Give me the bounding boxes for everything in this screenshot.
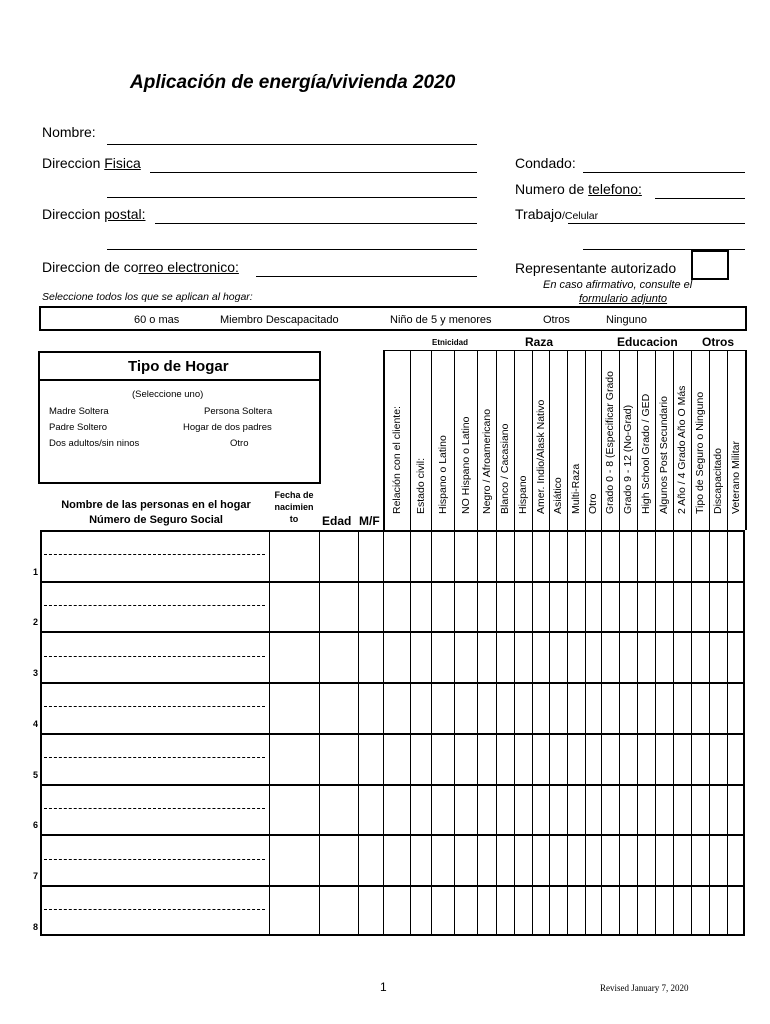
direccion-fisica-field-2[interactable] bbox=[107, 197, 477, 198]
trabajo-field[interactable] bbox=[568, 223, 745, 224]
grid-cell[interactable] bbox=[320, 887, 357, 934]
vertical-column-label: Grado 9 - 12 (No-Grad) bbox=[622, 404, 634, 514]
grid-cell[interactable] bbox=[359, 786, 382, 833]
grid-cell[interactable] bbox=[586, 583, 600, 630]
grid-cell[interactable] bbox=[478, 735, 495, 782]
grid-cell[interactable] bbox=[320, 735, 357, 782]
grid-cell[interactable] bbox=[432, 633, 453, 680]
hogar-persona-soltera[interactable]: Persona Soltera bbox=[204, 406, 273, 417]
vertical-column-header bbox=[709, 350, 727, 528]
vertical-column-header bbox=[454, 350, 477, 528]
grid-cell[interactable] bbox=[586, 887, 600, 934]
grid-cell[interactable] bbox=[533, 684, 548, 731]
grid-cell[interactable] bbox=[411, 887, 430, 934]
vertical-column-header bbox=[496, 350, 514, 528]
grid-cell[interactable] bbox=[411, 633, 430, 680]
grid-cell[interactable] bbox=[432, 887, 453, 934]
grid-cell[interactable] bbox=[359, 532, 382, 579]
person-name-field[interactable] bbox=[42, 633, 267, 655]
grid-cell[interactable] bbox=[533, 836, 548, 883]
row-number: 2 bbox=[33, 617, 39, 628]
mf-column-header: M/F bbox=[359, 514, 380, 528]
grid-cell[interactable] bbox=[550, 633, 566, 680]
grid-cell[interactable] bbox=[359, 684, 382, 731]
raza-header: Raza bbox=[525, 335, 554, 349]
ssn-separator bbox=[44, 808, 265, 809]
vertical-column-header bbox=[477, 350, 496, 528]
row-number: 4 bbox=[33, 718, 39, 729]
vertical-column-label: Relación con el cliente: bbox=[390, 406, 403, 514]
grid-cell[interactable] bbox=[674, 836, 690, 883]
direccion-postal-field[interactable] bbox=[155, 223, 477, 224]
grid-cell[interactable] bbox=[728, 786, 744, 833]
grid-cell[interactable] bbox=[656, 735, 672, 782]
option-ninguno[interactable]: Ninguno bbox=[606, 314, 647, 326]
grid-cell[interactable] bbox=[550, 532, 566, 579]
otros-header: Otros bbox=[702, 335, 735, 349]
grid-cell[interactable] bbox=[515, 735, 531, 782]
grid-cell[interactable] bbox=[620, 887, 636, 934]
grid-cell[interactable] bbox=[497, 887, 513, 934]
ssn-separator bbox=[44, 706, 265, 707]
option-nino-5[interactable]: Niño de 5 y menores bbox=[390, 314, 492, 326]
page-title: Aplicación de energía/vivienda 2020 bbox=[130, 72, 456, 93]
grid-cell[interactable] bbox=[620, 583, 636, 630]
grid-cell[interactable] bbox=[515, 786, 531, 833]
grid-cell[interactable] bbox=[550, 836, 566, 883]
direccion-postal-label: Direccion postal: bbox=[42, 206, 146, 222]
vertical-column-label: Multi-Raza bbox=[570, 463, 582, 514]
vertical-column-label: Tipo de Seguro o Ninguno bbox=[694, 391, 706, 514]
grid-cell[interactable] bbox=[359, 887, 382, 934]
vertical-column-header bbox=[549, 350, 567, 528]
grid-cell[interactable] bbox=[533, 583, 548, 630]
grid-cell[interactable] bbox=[455, 887, 476, 934]
condado-field[interactable] bbox=[583, 172, 745, 173]
grid-cell[interactable] bbox=[497, 583, 513, 630]
representante-label: Representante autorizado bbox=[515, 260, 677, 276]
grid-cell[interactable] bbox=[533, 786, 548, 833]
person-ssn-field[interactable] bbox=[42, 658, 267, 680]
grid-cell[interactable] bbox=[320, 684, 357, 731]
grid-cell[interactable] bbox=[411, 684, 430, 731]
grid-cell[interactable] bbox=[692, 836, 708, 883]
grid-cell[interactable] bbox=[270, 786, 318, 833]
telefono-label: Numero de telefono: bbox=[515, 181, 642, 197]
grid-cell[interactable] bbox=[384, 836, 409, 883]
grid-cell[interactable] bbox=[270, 583, 318, 630]
grid-cell[interactable] bbox=[320, 532, 357, 579]
ssn-separator bbox=[44, 605, 265, 606]
grid-cell[interactable] bbox=[692, 684, 708, 731]
grid-cell[interactable] bbox=[533, 633, 548, 680]
grid-cell[interactable] bbox=[515, 583, 531, 630]
person-name-field[interactable] bbox=[42, 786, 267, 808]
person-ssn-field[interactable] bbox=[42, 911, 267, 933]
grid-cell[interactable] bbox=[384, 684, 409, 731]
grid-cell[interactable] bbox=[411, 583, 430, 630]
nombre-field[interactable] bbox=[107, 144, 477, 145]
vertical-column-header bbox=[655, 350, 673, 528]
vertical-column-header bbox=[637, 350, 655, 528]
nombre-column-header bbox=[43, 498, 269, 528]
grid-cell[interactable] bbox=[620, 633, 636, 680]
vertical-column-label: Veterano Militar bbox=[730, 441, 742, 514]
grid-cell[interactable] bbox=[478, 836, 495, 883]
grid-cell[interactable] bbox=[432, 583, 453, 630]
edad-column-header: Edad bbox=[322, 514, 352, 528]
grid-cell[interactable] bbox=[728, 633, 744, 680]
grid-cell[interactable] bbox=[432, 684, 453, 731]
grid-cell[interactable] bbox=[270, 887, 318, 934]
tipo-hogar-subtitle: (Seleccione uno) bbox=[132, 389, 204, 400]
grid-cell[interactable] bbox=[728, 836, 744, 883]
hogar-otro[interactable]: Otro bbox=[230, 438, 249, 449]
grid-cell[interactable] bbox=[710, 836, 726, 883]
grid-cell[interactable] bbox=[568, 583, 584, 630]
grid-cell[interactable] bbox=[359, 583, 382, 630]
person-ssn-field[interactable] bbox=[42, 708, 267, 730]
grid-cell[interactable] bbox=[586, 532, 600, 579]
grid-cell[interactable] bbox=[656, 633, 672, 680]
grid-cell[interactable] bbox=[638, 887, 654, 934]
grid-cell[interactable] bbox=[638, 735, 654, 782]
vertical-column-header bbox=[673, 350, 691, 528]
grid-cell[interactable] bbox=[692, 532, 708, 579]
grid-cell[interactable] bbox=[602, 633, 618, 680]
nombre-header-line-2: Número de Seguro Social bbox=[89, 514, 223, 526]
vertical-column-label: Algunos Post Secundario bbox=[658, 396, 670, 514]
person-name-field[interactable] bbox=[42, 583, 267, 605]
grid-cell[interactable] bbox=[320, 836, 357, 883]
grid-cell[interactable] bbox=[270, 735, 318, 782]
person-ssn-field[interactable] bbox=[42, 556, 267, 578]
grid-cell[interactable] bbox=[515, 684, 531, 731]
revised-date: Revised January 7, 2020 bbox=[600, 983, 689, 993]
afirmativo-note: En caso afirmativo, consulte el bbox=[543, 279, 693, 291]
grid-cell[interactable] bbox=[478, 532, 495, 579]
grid-cell[interactable] bbox=[359, 633, 382, 680]
vertical-column-label: High School Grado / GED bbox=[640, 393, 652, 514]
fecha-column-header bbox=[268, 489, 320, 525]
grid-cell[interactable] bbox=[384, 633, 409, 680]
vertical-column-label: Hispano o Latino bbox=[436, 435, 449, 514]
row-number: 7 bbox=[33, 870, 39, 881]
grid-cell[interactable] bbox=[550, 735, 566, 782]
grid-cell[interactable] bbox=[710, 583, 726, 630]
option-60-o-mas[interactable]: 60 o mas bbox=[134, 314, 180, 326]
grid-cell[interactable] bbox=[478, 887, 495, 934]
grid-cell[interactable] bbox=[728, 583, 744, 630]
grid-cell[interactable] bbox=[656, 583, 672, 630]
row-number: 1 bbox=[33, 566, 39, 577]
grid-cell[interactable] bbox=[568, 735, 584, 782]
grid-cell[interactable] bbox=[497, 735, 513, 782]
grid-cell[interactable] bbox=[674, 532, 690, 579]
grid-cell[interactable] bbox=[320, 633, 357, 680]
grid-cell[interactable] bbox=[384, 887, 409, 934]
grid-cell[interactable] bbox=[620, 684, 636, 731]
vertical-column-label: Blanco / Cacasiano bbox=[499, 423, 511, 514]
person-ssn-field[interactable] bbox=[42, 861, 267, 883]
grid-cell[interactable] bbox=[515, 532, 531, 579]
grid-cell[interactable] bbox=[710, 633, 726, 680]
grid-cell[interactable] bbox=[568, 786, 584, 833]
grid-cell[interactable] bbox=[638, 836, 654, 883]
grid-cell[interactable] bbox=[586, 735, 600, 782]
grid-cell[interactable] bbox=[656, 684, 672, 731]
grid-cell[interactable] bbox=[478, 684, 495, 731]
person-name-field[interactable] bbox=[42, 735, 267, 757]
grid-cell[interactable] bbox=[620, 836, 636, 883]
grid-cell[interactable] bbox=[533, 532, 548, 579]
ssn-separator bbox=[44, 656, 265, 657]
grid-cell[interactable] bbox=[656, 532, 672, 579]
grid-cell[interactable] bbox=[568, 836, 584, 883]
grid-cell[interactable] bbox=[497, 836, 513, 883]
grid-cell[interactable] bbox=[674, 684, 690, 731]
direccion-fisica-label: Direccion Fisica bbox=[42, 155, 141, 171]
grid-cell[interactable] bbox=[411, 735, 430, 782]
grid-cell[interactable] bbox=[497, 633, 513, 680]
grid-cell[interactable] bbox=[602, 735, 618, 782]
grid-cell[interactable] bbox=[710, 684, 726, 731]
nombre-label: Nombre: bbox=[42, 124, 96, 140]
vertical-column-label: Grado 0 - 8 (Especificar Grado bbox=[604, 371, 616, 514]
grid-cell[interactable] bbox=[602, 887, 618, 934]
vertical-column-header bbox=[601, 350, 619, 528]
grid-cell[interactable] bbox=[515, 633, 531, 680]
grid-cell[interactable] bbox=[638, 786, 654, 833]
nombre-header-line-1: Nombre de las personas en el hogar bbox=[61, 499, 251, 511]
hogar-madre-soltera[interactable]: Madre Soltera bbox=[49, 406, 109, 417]
grid-cell[interactable] bbox=[455, 532, 476, 579]
grid-cell[interactable] bbox=[638, 633, 654, 680]
grid-cell[interactable] bbox=[692, 633, 708, 680]
person-name-field[interactable] bbox=[42, 684, 267, 706]
grid-cell[interactable] bbox=[455, 583, 476, 630]
grid-cell[interactable] bbox=[586, 786, 600, 833]
vertical-column-header bbox=[514, 350, 532, 528]
grid-cell[interactable] bbox=[602, 532, 618, 579]
grid-cell[interactable] bbox=[550, 786, 566, 833]
grid-cell[interactable] bbox=[533, 887, 548, 934]
grid-cell[interactable] bbox=[478, 633, 495, 680]
telefono-field[interactable] bbox=[655, 198, 745, 199]
grid-cell[interactable] bbox=[568, 633, 584, 680]
row-number: 5 bbox=[33, 769, 39, 780]
grid-cell[interactable] bbox=[359, 836, 382, 883]
grid-cell[interactable] bbox=[533, 735, 548, 782]
grid-cell[interactable] bbox=[455, 684, 476, 731]
grid-cell[interactable] bbox=[550, 684, 566, 731]
grid-cell[interactable] bbox=[568, 532, 584, 579]
vertical-column-header bbox=[585, 350, 601, 528]
grid-cell[interactable] bbox=[674, 583, 690, 630]
grid-cell[interactable] bbox=[384, 532, 409, 579]
direccion-fisica-field[interactable] bbox=[150, 172, 477, 173]
grid-cell[interactable] bbox=[656, 786, 672, 833]
etnicidad-header: Etnicidad bbox=[432, 338, 469, 347]
ssn-separator bbox=[44, 554, 265, 555]
vertical-column-header bbox=[431, 350, 454, 528]
hogar-dos-padres[interactable]: Hogar de dos padres bbox=[183, 422, 272, 433]
grid-cell[interactable] bbox=[455, 786, 476, 833]
grid-cell[interactable] bbox=[270, 836, 318, 883]
grid-cell[interactable] bbox=[674, 887, 690, 934]
grid-cell[interactable] bbox=[270, 532, 318, 579]
fecha-line-1: Fecha de bbox=[274, 490, 314, 500]
grid-cell[interactable] bbox=[674, 735, 690, 782]
ssn-separator bbox=[44, 757, 265, 758]
person-ssn-field[interactable] bbox=[42, 759, 267, 781]
vertical-column-header bbox=[619, 350, 637, 528]
grid-cell[interactable] bbox=[455, 633, 476, 680]
person-name-field[interactable] bbox=[42, 887, 267, 909]
row-number: 3 bbox=[33, 668, 39, 679]
row-number: 6 bbox=[33, 820, 39, 831]
grid-cell[interactable] bbox=[602, 684, 618, 731]
person-name-field[interactable] bbox=[42, 836, 267, 858]
representante-checkbox[interactable] bbox=[691, 250, 729, 280]
row-number: 8 bbox=[33, 921, 39, 932]
vertical-column-label: Amer. Indio/Alask Nativo bbox=[534, 399, 547, 514]
grid-cell[interactable] bbox=[728, 887, 744, 934]
educacion-header: Educacion bbox=[617, 335, 678, 349]
grid-cell[interactable] bbox=[656, 836, 672, 883]
grid-cell[interactable] bbox=[515, 836, 531, 883]
grid-cell[interactable] bbox=[674, 786, 690, 833]
ssn-separator bbox=[44, 909, 265, 910]
grid-cell[interactable] bbox=[692, 735, 708, 782]
grid-cell[interactable] bbox=[602, 836, 618, 883]
grid-cell[interactable] bbox=[586, 633, 600, 680]
grid-cell[interactable] bbox=[568, 887, 584, 934]
person-ssn-field[interactable] bbox=[42, 810, 267, 832]
household-instruction: Seleccione todos los que se aplican al hogar: bbox=[42, 291, 253, 303]
grid-cell[interactable] bbox=[602, 786, 618, 833]
vertical-column-header bbox=[532, 350, 549, 528]
grid-cell[interactable] bbox=[602, 583, 618, 630]
grid-cell[interactable] bbox=[411, 532, 430, 579]
grid-cell[interactable] bbox=[455, 836, 476, 883]
vertical-column-header bbox=[691, 350, 709, 528]
vertical-column-label: Negro / Afroamericano bbox=[480, 408, 493, 514]
direccion-postal-field-2[interactable] bbox=[107, 249, 477, 250]
grid-cell[interactable] bbox=[620, 532, 636, 579]
vertical-column-header bbox=[727, 350, 745, 528]
grid-cell[interactable] bbox=[692, 786, 708, 833]
trabajo-label: Trabajo/Celular bbox=[515, 206, 599, 222]
grid-cell[interactable] bbox=[432, 836, 453, 883]
header-divider bbox=[745, 350, 747, 530]
page-number: 1 bbox=[380, 980, 387, 994]
grid-cell[interactable] bbox=[710, 887, 726, 934]
ssn-separator bbox=[44, 859, 265, 860]
grid-cell[interactable] bbox=[478, 583, 495, 630]
hogar-dos-adultos[interactable]: Dos adultos/sin ninos bbox=[49, 438, 140, 449]
grid-cell[interactable] bbox=[497, 786, 513, 833]
grid-cell[interactable] bbox=[710, 532, 726, 579]
grid-cell[interactable] bbox=[411, 836, 430, 883]
grid-cell[interactable] bbox=[568, 684, 584, 731]
grid-cell[interactable] bbox=[432, 532, 453, 579]
grid-cell[interactable] bbox=[728, 684, 744, 731]
vertical-column-header bbox=[410, 350, 431, 528]
correo-label: Direccion de correo electronico: bbox=[42, 259, 239, 275]
grid-cell[interactable] bbox=[728, 735, 744, 782]
grid-cell[interactable] bbox=[692, 887, 708, 934]
grid-cell[interactable] bbox=[320, 786, 357, 833]
fecha-line-3: to bbox=[289, 514, 299, 524]
grid-cell[interactable] bbox=[497, 684, 513, 731]
vertical-column-label: Asiático bbox=[552, 477, 564, 514]
grid-cell[interactable] bbox=[638, 684, 654, 731]
condado-label: Condado: bbox=[515, 155, 576, 171]
grid-cell[interactable] bbox=[432, 735, 453, 782]
grid-cell[interactable] bbox=[432, 786, 453, 833]
grid-cell[interactable] bbox=[384, 735, 409, 782]
grid-cell[interactable] bbox=[497, 532, 513, 579]
grid-cell[interactable] bbox=[384, 786, 409, 833]
grid-cell[interactable] bbox=[710, 735, 726, 782]
afirmativo-note-2: formulario adjunto bbox=[579, 293, 668, 305]
person-name-field[interactable] bbox=[42, 532, 267, 554]
grid-cell[interactable] bbox=[638, 532, 654, 579]
vertical-column-label: 2 Año / 4 Grado Año O Más bbox=[676, 385, 688, 514]
grid-cell[interactable] bbox=[550, 887, 566, 934]
vertical-column-header bbox=[383, 350, 410, 528]
grid-cell[interactable] bbox=[692, 583, 708, 630]
tipo-hogar-title: Tipo de Hogar bbox=[128, 358, 229, 375]
hogar-padre-soltero[interactable]: Padre Soltero bbox=[49, 422, 108, 433]
grid-cell[interactable] bbox=[359, 735, 382, 782]
grid-cell[interactable] bbox=[728, 532, 744, 579]
grid-cell[interactable] bbox=[411, 786, 430, 833]
grid-cell[interactable] bbox=[656, 887, 672, 934]
grid-cell[interactable] bbox=[586, 836, 600, 883]
person-ssn-field[interactable] bbox=[42, 607, 267, 629]
correo-field[interactable] bbox=[256, 276, 477, 277]
vertical-column-label: NO Hispano o Latino bbox=[459, 416, 472, 514]
grid-cell[interactable] bbox=[478, 786, 495, 833]
grid-cell[interactable] bbox=[586, 684, 600, 731]
grid-cell[interactable] bbox=[620, 735, 636, 782]
grid-cell[interactable] bbox=[270, 633, 318, 680]
grid-cell[interactable] bbox=[455, 735, 476, 782]
grid-cell[interactable] bbox=[384, 583, 409, 630]
option-otros[interactable]: Otros bbox=[543, 314, 570, 326]
grid-cell[interactable] bbox=[620, 786, 636, 833]
vertical-column-header bbox=[567, 350, 585, 528]
vertical-column-label: Estado civil: bbox=[414, 457, 427, 514]
grid-cell[interactable] bbox=[550, 583, 566, 630]
grid-cell[interactable] bbox=[320, 583, 357, 630]
grid-cell[interactable] bbox=[710, 786, 726, 833]
grid-cell[interactable] bbox=[674, 633, 690, 680]
grid-cell[interactable] bbox=[515, 887, 531, 934]
option-miembro-descapacitado[interactable]: Miembro Descapacitado bbox=[220, 314, 339, 326]
vertical-column-label: Otro bbox=[587, 493, 599, 514]
vertical-column-label: Discapacitado bbox=[712, 448, 724, 514]
grid-cell[interactable] bbox=[638, 583, 654, 630]
grid-cell[interactable] bbox=[270, 684, 318, 731]
vertical-column-label: Hispano bbox=[517, 475, 529, 514]
fecha-line-2: nacimien bbox=[274, 502, 314, 512]
